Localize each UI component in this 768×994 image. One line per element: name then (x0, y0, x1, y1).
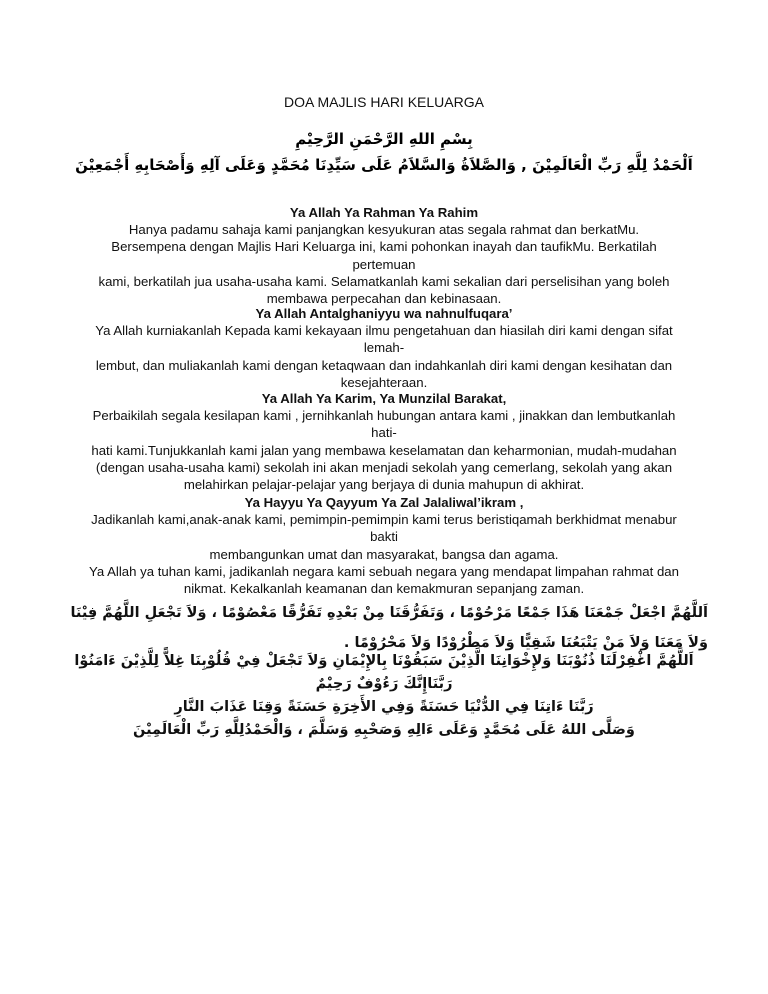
final-doa-line: وَصَلَّى اللهُ عَلَى مُحَمَّدٍ وَعَلَى ءَالِهِ وَصَحْبِهِ وَسَلَّمَ ، وَالْحَمْدُلِلَّهِ رَبِّ الْعَالَمِيْنَ (133, 722, 635, 738)
section-line: kami, berkatilah jua usaha-usaha kami. Selamatkanlah kami sekalian dari perselisihan yang boleh (98, 273, 670, 289)
section-line: kesejahteraan. (340, 374, 428, 390)
section-line: Bersempena dengan Majlis Hari Keluarga ini, kami pohonkan inayah dan taufikMu. Berkatilah pertemuan (111, 239, 657, 272)
bismillah-arabic: بِسْمِ اللهِ الرَّحْمَنِ الرَّحِيْمِ (295, 130, 473, 148)
prayer-section (80, 494, 688, 597)
section-line: membawa perpecahan dan kebinasaan. (266, 291, 502, 307)
final-doa-line: اَللَّهُمَّ اغْفِرْلَنَا ذُنُوْبَنَا وَلإِخْوَانِنَا الَّذِيْنَ سَبَقُوْنَا بِالإِيْمَانِ وَلاَ تَجْعَلْ فِيْ قُلُوْبِنَا غِلاًّ لِلَّذِيْنَ ءَامَنُوْا رَبَّنَاإِنَّكَ رَءُوْفٌ رَحِيْمٌ (74, 653, 694, 692)
section-line: Hanya padamu sahaja kami panjangkan kesyukuran atas segala rahmat dan berkatMu. (128, 222, 640, 238)
section-line: lembut, dan muliakanlah kami dengan ketaqwaan dan indahkanlah diri kami dengan kesihatan dan (95, 357, 673, 373)
section-line: melahirkan pelajar-pelajar yang berjaya di dunia mahupun di akhirat. (183, 477, 585, 493)
section-line: Perbaikilah segala kesilapan kami , jernihkanlah hubungan antara kami , jinakkan dan lembutkanlah hati- (92, 408, 676, 441)
section-line: hati kami.Tunjukkanlah kami jalan yang membawa keselamatan dan keharmonian, mudah-mudahan (91, 442, 677, 458)
opening-praise-arabic: اَلْحَمْدُ لِلَّهِ رَبِّ الْعَالَمِيْنَ , وَالصَّلاَةُ وَالسَّلاَمُ عَلَى سَيِّدِنَا مُحَمَّدٍ وَعَلَى آلِهِ وَأَصْحَابِهِ أَجْمَعِيْنَ (75, 156, 693, 174)
closing-doa-arabic: اَللَّهُمَّ اجْعَلْ جَمْعَنَا هَذَا جَمْعًا مَرْحُوْمًا ، وَتَفَرُّقَنَا مِنْ بَعْدِهِ تَفَرُّقًا مَعْصُوْمًا ، وَلاَ تَجْعَلِ اللَّهُمَّ فِيْنَا وَلاَ مَعَنَا وَلاَ مَنْ يَتْبَعُنَا شَقِيًّا وَلاَ مَطْرُوْدًا وَلاَ مَحْرُوْمًا . (70, 605, 708, 651)
section-heading: Ya Allah Ya Karim, Ya Munzilal Barakat, (261, 391, 507, 406)
final-doa-line: رَبَّنَا ءَاتِنَا فِي الدُّنْيَا حَسَنَةً وَفِي الأَخِرَةِ حَسَنَةً وَقِنَا عَذَابَ النَّارِ (174, 699, 594, 715)
prayer-section (80, 390, 688, 493)
prayer-section (80, 305, 688, 391)
section-heading: Ya Allah Antalghaniyyu wa nahnulfuqara’ (255, 306, 513, 321)
section-heading: Ya Allah Ya Rahman Ya Rahim (289, 205, 479, 220)
section-line: Jadikanlah kami,anak-anak kami, pemimpin-pemimpin kami terus beristiqamah berkhidmat menabur bakti (91, 512, 677, 545)
document-title: DOA MAJLIS HARI KELUARGA (284, 94, 484, 110)
section-line: Ya Allah kurniakanlah Kepada kami kekayaan ilmu pengetahuan dan hiasilah diri kami dengan sifat lemah- (95, 323, 673, 356)
section-line: membangunkan umat dan masyarakat, bangsa dan agama. (209, 546, 559, 562)
final-doa-arabic (60, 650, 708, 742)
section-line: (dengan usaha-usaha kami) sekolah ini akan menjadi sekolah yang cemerlang, sekolah yang akan (95, 459, 673, 475)
section-heading: Ya Hayyu Ya Qayyum Ya Zal Jalaliwal’ikram , (244, 495, 524, 510)
prayer-section (80, 204, 688, 307)
section-line: nikmat. Kekalkanlah keamanan dan kemakmuran sepanjang zaman. (183, 581, 585, 597)
section-line: Ya Allah ya tuhan kami, jadikanlah negara kami sebuah negara yang mendapat limpahan rahmat dan (89, 563, 679, 579)
